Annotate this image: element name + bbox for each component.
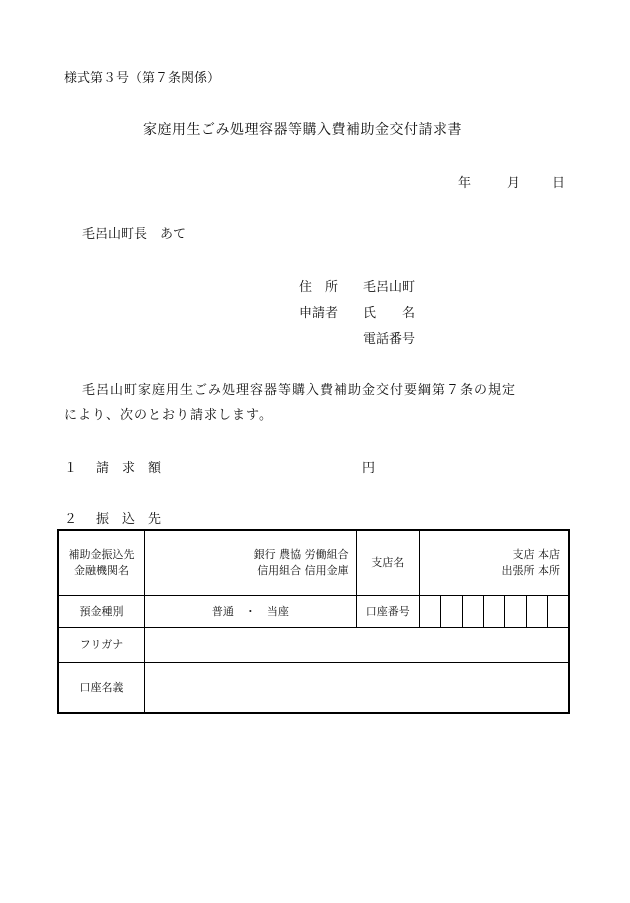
furigana-row [58,627,569,662]
account-digit-1[interactable] [419,595,440,627]
address-label: 住 所 [299,280,339,295]
institution-types-1: 銀行 農協 労働組合 [253,547,349,561]
form-number: 様式第３号（第７条関係） [64,71,221,86]
branch-name-field[interactable] [419,530,569,595]
branch-types-2: 出張所 本所 [501,563,560,577]
phone-label: 電話番号 [363,332,416,347]
item2-label: 振 込 先 [96,512,162,527]
item2-number: ２ [64,512,78,527]
body-line-1: 毛呂山町家庭用生ごみ処理容器等購入費補助金交付要綱第７条の規定 [82,383,517,398]
branch-types-1: 支店 本店 [512,547,560,561]
account-digit-4[interactable] [483,595,504,627]
branch-label: 支店名 [356,530,419,595]
account-digit-6[interactable] [526,595,547,627]
applicant-label: 申請者 [299,306,339,321]
institution-types-2: 信用組合 信用金庫 [257,563,349,577]
item1-number: １ [64,461,78,476]
account-digit-3[interactable] [462,595,483,627]
furigana-field[interactable] [145,627,570,662]
account-number-label: 口座番号 [356,595,419,627]
account-holder-row [58,662,569,713]
institution-label-cell [58,530,145,595]
addressee: 毛呂山町長 あて [82,227,187,242]
account-digit-2[interactable] [441,595,462,627]
date-month: 月 [507,176,521,191]
account-digit-5[interactable] [505,595,526,627]
item1-unit: 円 [362,461,376,476]
body-line-2: により、次のとおり請求します。 [64,408,273,423]
item1-label: 請 求 額 [96,461,162,476]
deposit-row [58,595,569,627]
institution-row [58,530,569,595]
furigana-label: フリガナ [58,627,145,662]
deposit-type-label: 預金種別 [58,595,145,627]
account-digit-7[interactable] [547,595,569,627]
account-holder-label: 口座名義 [58,662,145,713]
deposit-type-value[interactable]: 普通 ・ 当座 [145,595,357,627]
date-year: 年 [458,176,472,191]
name-label: 氏 名 [363,306,416,321]
account-holder-field[interactable] [145,662,570,713]
institution-label-1: 補助金振込先 [68,547,135,561]
institution-label-2: 金融機関名 [74,563,129,577]
bank-transfer-table [57,529,570,714]
date-day: 日 [552,176,566,191]
institution-name-field[interactable] [145,530,357,595]
address-value: 毛呂山町 [363,280,416,295]
document-title: 家庭用生ごみ処理容器等購入費補助金交付請求書 [143,122,462,138]
